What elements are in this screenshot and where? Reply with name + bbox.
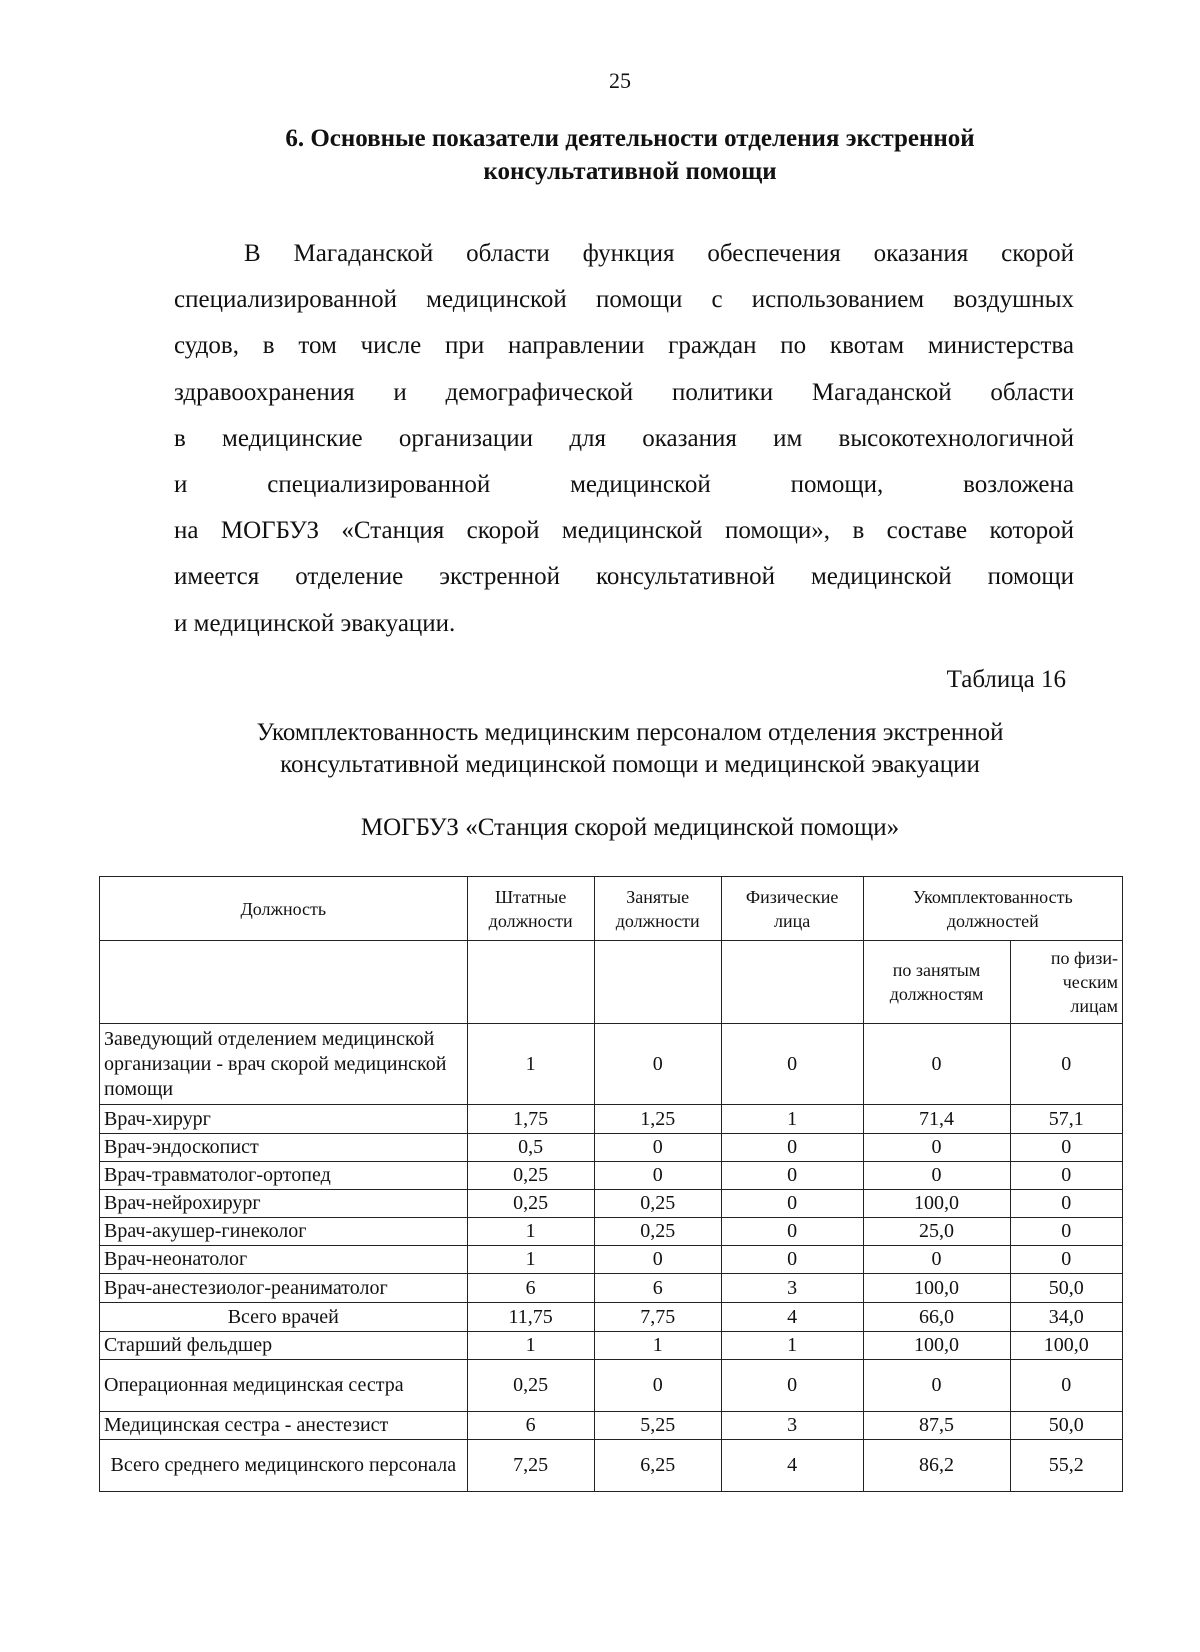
- cell-occupied: 0: [594, 1134, 721, 1162]
- table-row: [100, 1412, 1123, 1440]
- cell-occupied: 0,25: [594, 1218, 721, 1246]
- cell-by-occupied: 86,2: [863, 1440, 1010, 1492]
- header-by-individuals: по физи-ческим лицам: [1010, 941, 1122, 1024]
- cell-staff: 1: [467, 1332, 594, 1360]
- cell-by-individuals: 0: [1010, 1162, 1122, 1190]
- table-row: [100, 1105, 1123, 1134]
- cell-occupied: 1,25: [594, 1105, 721, 1134]
- cell-position: Медицинская сестра - анестезист: [100, 1412, 468, 1440]
- paragraph-line: и специализированной медицинской помощи, возложена: [174, 471, 1074, 499]
- table-row: [100, 1246, 1123, 1274]
- cell-occupied: 0,25: [594, 1190, 721, 1218]
- cell-position: Старший фельдшер: [100, 1332, 468, 1360]
- cell-staff: 1: [467, 1218, 594, 1246]
- cell-by-individuals: 34,0: [1010, 1303, 1122, 1332]
- cell-position: Всего врачей: [100, 1303, 468, 1332]
- cell-by-individuals: 57,1: [1010, 1105, 1122, 1134]
- cell-position: Операционная медицинская сестра: [100, 1360, 468, 1412]
- cell-by-occupied: 0: [863, 1246, 1010, 1274]
- table-caption-line-2: консультативной медицинской помощи и медицинской эвакуации: [280, 751, 980, 778]
- cell-staff: 6: [467, 1412, 594, 1440]
- table-row: [100, 1134, 1123, 1162]
- table-row: [100, 1190, 1123, 1218]
- cell-occupied: 0: [594, 1024, 721, 1105]
- body-paragraph: [174, 231, 1074, 647]
- cell-position: Врач-неонатолог: [100, 1246, 468, 1274]
- cell-individuals: 4: [721, 1440, 863, 1492]
- cell-staff: 1: [467, 1246, 594, 1274]
- table-row: [100, 1162, 1123, 1190]
- table-label: Таблица 16: [946, 666, 1066, 693]
- header-individuals: Физические лица: [721, 877, 863, 941]
- staffing-table: [99, 876, 1123, 1492]
- paragraph-line: здравоохранения и демографической политики Магаданской области: [174, 378, 1074, 406]
- cell-staff: 0,25: [467, 1190, 594, 1218]
- table-caption-line-1: Укомплектованность медицинским персоналом отделения экстренной: [256, 719, 1004, 746]
- cell-by-individuals: 0: [1010, 1246, 1122, 1274]
- cell-by-occupied: 100,0: [863, 1274, 1010, 1303]
- subheader-empty: [100, 941, 468, 1024]
- cell-by-occupied: 87,5: [863, 1412, 1010, 1440]
- header-by-occupied: по занятым должностям: [863, 941, 1010, 1024]
- cell-by-occupied: 100,0: [863, 1332, 1010, 1360]
- cell-by-individuals: 50,0: [1010, 1412, 1122, 1440]
- cell-staff: 11,75: [467, 1303, 594, 1332]
- section-heading-line-2: консультативной помощи: [483, 158, 777, 185]
- cell-individuals: 0: [721, 1246, 863, 1274]
- cell-individuals: 3: [721, 1274, 863, 1303]
- cell-by-individuals: 50,0: [1010, 1274, 1122, 1303]
- cell-individuals: 0: [721, 1134, 863, 1162]
- table-subheader-row: [100, 941, 1123, 1024]
- cell-by-occupied: 0: [863, 1162, 1010, 1190]
- cell-occupied: 6,25: [594, 1440, 721, 1492]
- cell-by-occupied: 0: [863, 1134, 1010, 1162]
- subheader-empty: [721, 941, 863, 1024]
- cell-by-individuals: 100,0: [1010, 1332, 1122, 1360]
- cell-by-occupied: 0: [863, 1024, 1010, 1105]
- table-total-row: [100, 1303, 1123, 1332]
- cell-individuals: 0: [721, 1360, 863, 1412]
- cell-staff: 7,25: [467, 1440, 594, 1492]
- table-organization: МОГБУЗ «Станция скорой медицинской помощи»: [360, 814, 900, 841]
- cell-by-individuals: 55,2: [1010, 1440, 1122, 1492]
- paragraph-line: в медицинские организации для оказания им высокотехнологичной: [174, 424, 1074, 452]
- cell-occupied: 0: [594, 1360, 721, 1412]
- table-row: [100, 1360, 1123, 1412]
- cell-staff: 0,25: [467, 1162, 594, 1190]
- paragraph-line: и медицинской эвакуации.: [174, 609, 456, 637]
- cell-occupied: 5,25: [594, 1412, 721, 1440]
- cell-position: Врач-нейрохирург: [100, 1190, 468, 1218]
- header-staff: Штатные должности: [467, 877, 594, 941]
- cell-position: Врач-хирург: [100, 1105, 468, 1134]
- table-caption: [170, 717, 1090, 781]
- cell-position: Врач-травматолог-ортопед: [100, 1162, 468, 1190]
- cell-position: Заведующий отделением медицинской организации - врач скорой медицинской помощи: [100, 1024, 468, 1105]
- cell-individuals: 0: [721, 1218, 863, 1246]
- paragraph-line: имеется отделение экстренной консультативной медицинской помощи: [174, 563, 1074, 591]
- cell-staff: 0,25: [467, 1360, 594, 1412]
- cell-occupied: 0: [594, 1246, 721, 1274]
- cell-by-individuals: 0: [1010, 1134, 1122, 1162]
- cell-by-occupied: 25,0: [863, 1218, 1010, 1246]
- cell-individuals: 4: [721, 1303, 863, 1332]
- paragraph-line: на МОГБУЗ «Станция скорой медицинской помощи», в составе которой: [174, 517, 1074, 545]
- table-total-row: [100, 1440, 1123, 1492]
- header-position: Должность: [100, 877, 468, 941]
- cell-by-individuals: 0: [1010, 1024, 1122, 1105]
- cell-individuals: 1: [721, 1332, 863, 1360]
- cell-individuals: 3: [721, 1412, 863, 1440]
- section-heading: [170, 122, 1090, 188]
- cell-staff: 0,5: [467, 1134, 594, 1162]
- cell-occupied: 0: [594, 1162, 721, 1190]
- section-heading-line-1: 6. Основные показатели деятельности отделения экстренной: [285, 125, 975, 152]
- cell-by-individuals: 0: [1010, 1190, 1122, 1218]
- cell-staff: 6: [467, 1274, 594, 1303]
- table-row: [100, 1274, 1123, 1303]
- cell-occupied: 6: [594, 1274, 721, 1303]
- cell-position: Врач-анестезиолог-реаниматолог: [100, 1274, 468, 1303]
- header-staffing: Укомплектованность должностей: [863, 877, 1122, 941]
- table-row: [100, 1218, 1123, 1246]
- cell-by-occupied: 71,4: [863, 1105, 1010, 1134]
- cell-staff: 1,75: [467, 1105, 594, 1134]
- table-header-row: [100, 877, 1123, 941]
- cell-individuals: 0: [721, 1162, 863, 1190]
- cell-by-occupied: 66,0: [863, 1303, 1010, 1332]
- cell-occupied: 7,75: [594, 1303, 721, 1332]
- cell-position: Врач-эндоскопист: [100, 1134, 468, 1162]
- header-occupied: Занятые должности: [594, 877, 721, 941]
- cell-by-occupied: 0: [863, 1360, 1010, 1412]
- paragraph-line: В Магаданской области функция обеспечения оказания скорой: [244, 240, 1074, 267]
- cell-staff: 1: [467, 1024, 594, 1105]
- cell-by-individuals: 0: [1010, 1218, 1122, 1246]
- cell-position: Врач-акушер-гинеколог: [100, 1218, 468, 1246]
- cell-position: Всего среднего медицинского персонала: [100, 1440, 468, 1492]
- cell-individuals: 0: [721, 1190, 863, 1218]
- subheader-empty: [467, 941, 594, 1024]
- table-row: [100, 1332, 1123, 1360]
- cell-by-occupied: 100,0: [863, 1190, 1010, 1218]
- table-row: [100, 1024, 1123, 1105]
- cell-individuals: 0: [721, 1024, 863, 1105]
- cell-individuals: 1: [721, 1105, 863, 1134]
- cell-occupied: 1: [594, 1332, 721, 1360]
- paragraph-line: судов, в том числе при направлении граждан по квотам министерства: [174, 332, 1074, 360]
- subheader-empty: [594, 941, 721, 1024]
- paragraph-line: специализированной медицинской помощи с использованием воздушных: [174, 286, 1074, 314]
- cell-by-individuals: 0: [1010, 1360, 1122, 1412]
- page-number: 25: [609, 68, 631, 93]
